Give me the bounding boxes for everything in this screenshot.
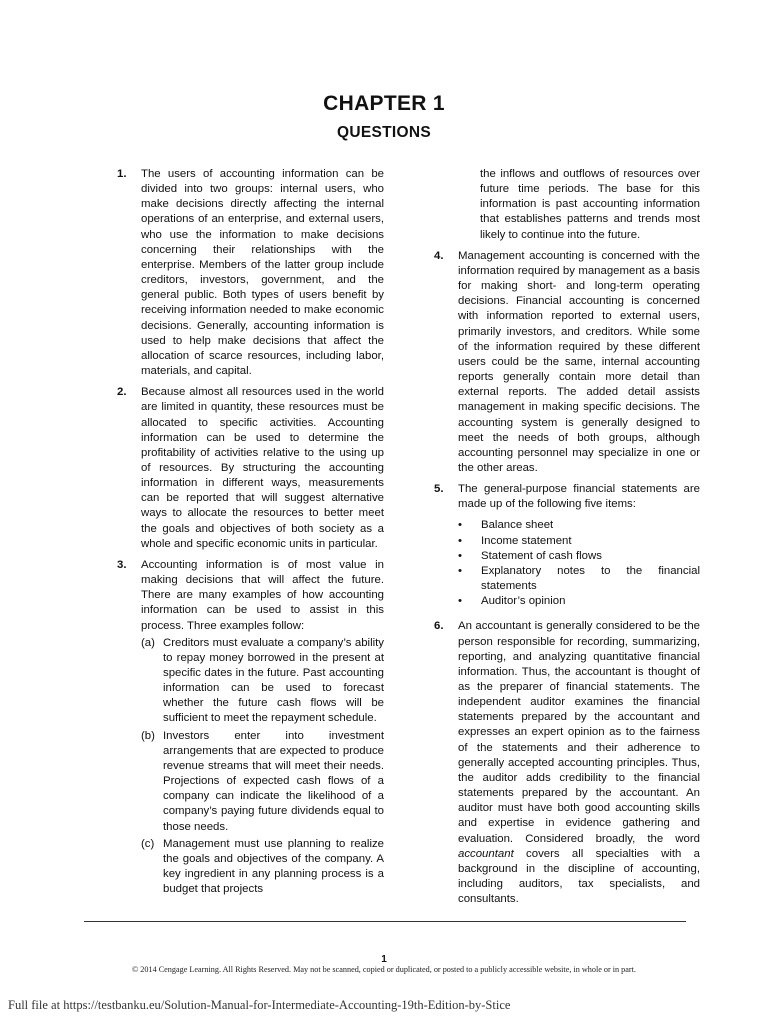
left-column	[117, 167, 384, 903]
example-a-text: Creditors must evaluate a company’s ability to repay money borrowed in the present at specific dates in the future. Past accounting information can be used to forecast whether the future cash flows will be sufficient to meet the repayment schedule.	[163, 636, 384, 725]
example-c-continued	[434, 167, 700, 243]
question-number: 2.	[117, 386, 127, 399]
statement-list	[458, 518, 700, 609]
example-label: (a)	[141, 636, 155, 649]
right-column	[434, 167, 700, 913]
list-item: • Balance sheet	[458, 518, 700, 533]
question-number: 5.	[434, 483, 444, 496]
copyright-notice: © 2014 Cengage Learning. All Rights Reserved. May not be scanned, copied or duplicated, or posted to a publicly accessible website, in whole or in part.	[132, 965, 636, 974]
italic-term: accountant	[458, 847, 514, 860]
question-3	[117, 558, 384, 897]
question-number: 3.	[117, 558, 127, 571]
example-b	[141, 729, 384, 835]
bullet-icon: •	[458, 595, 462, 608]
example-c-continued-text: the inflows and outflows of resources over future time periods. The base for this information is past accounting information that establishes patterns and trends most likely to continue into the future.	[480, 168, 700, 241]
question-5-text: The general-purpose financial statements are made up of the following five items:	[458, 483, 700, 511]
list-item: • Income statement	[458, 534, 700, 549]
question-1-text: The users of accounting information can be divided into two groups: internal users, who make decisions directly affecting the internal operations of an enterprise, and external users, who use the information to make decisions concerning their relationships with the enterprise. Members of the latter group include creditors, investors, government, and the general public. Both types of users benefit by receiving information needed to make economic decisions. Generally, accounting information is used to help make decisions that affect the allocation of scarce resources, including labor, materials, and capital.	[141, 168, 384, 378]
question-4	[434, 249, 700, 476]
question-number: 6.	[434, 620, 444, 633]
question-4-text: Management accounting is concerned with the information required by management as a basis for making short- and long-term operating decisions. Financial accounting is concerned with information reported to external users, primarily investors, and creditors. While some of the information required by these different users could be the same, internal accounting reports generally contain more detail than external reports. The added detail assists management in making specific decisions. The accounting system is generally designed to meet the needs of both groups, although accounting personnel may specialize in one or the other areas.	[458, 249, 700, 474]
example-label: (b)	[141, 729, 155, 742]
bullet-icon: •	[458, 549, 462, 562]
list-item: • Auditor’s opinion	[458, 594, 700, 609]
question-number: 4.	[434, 249, 444, 262]
example-b-text: Investors enter into investment arrangements that are expected to produce revenue streams that will meet their needs. Projections of expected cash flows of a company can indicate the likelihood of a company’s paying future dividends equal to those needs.	[163, 729, 384, 833]
page-number: 1	[381, 954, 387, 965]
question-1	[117, 167, 384, 379]
question-5	[434, 482, 700, 613]
bullet-icon: •	[458, 564, 462, 577]
footer-divider	[84, 921, 686, 922]
section-title: QUESTIONS	[337, 124, 431, 141]
bullet-icon: •	[458, 519, 462, 532]
source-link[interactable]: Full file at https://testbanku.eu/Solution-Manual-for-Intermediate-Accounting-19th-Edition-by-Stice	[8, 998, 511, 1012]
example-c-text: Management must use planning to realize the goals and objectives of the company. A key ingredient in any planning process is a budget that projects	[163, 837, 384, 896]
question-2	[117, 385, 384, 552]
chapter-title: CHAPTER 1	[323, 92, 445, 115]
question-number: 1.	[117, 168, 127, 180]
question-3-text: Accounting information is of most value in making decisions that will affect the future. There are many examples of how accounting information can be used to assist in this process. Three examples follow:	[141, 558, 384, 632]
question-2-text: Because almost all resources used in the world are limited in quantity, these resources must be allocated to specific activities. Accounting information can be used to determine the profitability of activities relative to the using up of resources. By structuring the accounting information in different ways, measurements can be reported that will suggest alternative ways to allocate the resources to better meet the goals and objectives of both society as a whole and specific economic units in particular.	[141, 386, 384, 550]
question-6-text: An accountant is generally considered to be the person responsible for recording, summarizing, reporting, and analyzing quantitative financial information. Thus, the accountant is thought of as the preparer of financial statements. The independent auditor examines the financial statements prepared by the accountant and expresses an expert opinion as to the fairness of the statements and their adherence to generally accepted accounting principles. Thus, the auditor adds credibility to the financial statements prepared by the accountant. An auditor must have both good accounting skills and expertise in evidence gathering and evaluation. Considered broadly, the word accountant covers all specialties with a background in the discipline of accounting, including auditors, tax specialists, and consultants.	[458, 620, 700, 906]
bullet-icon: •	[458, 534, 462, 547]
question-6	[434, 619, 700, 907]
list-item: • Statement of cash flows	[458, 549, 700, 564]
example-a	[141, 636, 384, 727]
list-item: • Explanatory notes to the financial statements	[458, 564, 700, 594]
example-label: (c)	[141, 837, 155, 850]
example-c	[141, 837, 384, 898]
